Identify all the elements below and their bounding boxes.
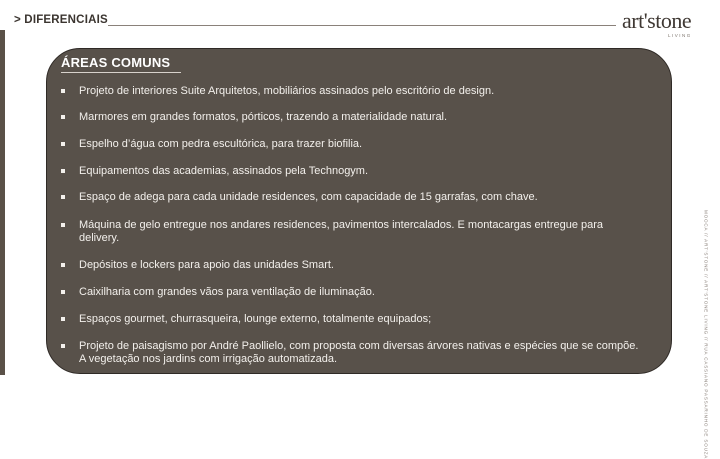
list-item-text: Caixilharia com grandes vãos para ventilação de iluminação. bbox=[79, 286, 375, 298]
vertical-side-caption-text: MOOCA // ART'STONE // ART'STONE LIVING // RUA CASSIANO PASSARINHO DE SOUZA bbox=[703, 210, 709, 459]
list-item bbox=[61, 313, 641, 326]
logo-wordmark: art'stone bbox=[622, 8, 692, 33]
bullet-icon bbox=[61, 115, 65, 119]
bullet-icon bbox=[61, 89, 65, 93]
list-item bbox=[61, 165, 641, 178]
bullet-icon bbox=[61, 195, 65, 199]
list-item-text: Máquina de gelo entregue nos andares residences, pavimentos intercalados. E montacargas entregue para delivery. bbox=[79, 219, 604, 244]
list-item bbox=[61, 219, 641, 244]
header-divider bbox=[108, 25, 616, 26]
list-item bbox=[61, 286, 641, 299]
list-item-text: Espaços gourmet, churrasqueira, lounge externo, totalmente equipados; bbox=[79, 313, 432, 325]
list-item bbox=[61, 259, 641, 272]
list-item-text: Marmores em grandes formatos, pórticos, trazendo a materialidade natural. bbox=[79, 111, 448, 123]
list-item-text: Espelho d’água com pedra escultórica, para trazer biofilia. bbox=[79, 138, 363, 150]
list-item bbox=[61, 138, 641, 151]
bullet-icon bbox=[61, 142, 65, 146]
bullet-icon bbox=[61, 290, 65, 294]
bullet-icon bbox=[61, 169, 65, 173]
brand-logo bbox=[622, 8, 708, 40]
bullet-icon bbox=[61, 223, 65, 227]
list-item bbox=[61, 111, 641, 124]
bullet-icon bbox=[61, 317, 65, 321]
list-item-text: Equipamentos das academias, assinados pela Technogym. bbox=[79, 165, 369, 177]
list-item-text: Projeto de paisagismo por André Paollielo, com proposta com diversas árvores nativas e espécies que se compõe. A vegetação nos jardins com irrigação automatizada. bbox=[79, 340, 639, 365]
card-title-underline bbox=[61, 72, 181, 73]
list-item-text: Espaço de adega para cada unidade residences, com capacidade de 15 garrafas, com chave. bbox=[79, 191, 538, 203]
bullet-icon bbox=[61, 344, 65, 348]
list-item bbox=[61, 191, 641, 204]
common-areas-card bbox=[46, 48, 672, 374]
vertical-side-caption bbox=[703, 210, 709, 459]
left-accent-bar bbox=[0, 30, 5, 375]
page-section-title: > DIFERENCIAIS bbox=[14, 14, 108, 26]
list-item-text: Depósitos e lockers para apoio das unidades Smart. bbox=[79, 259, 334, 271]
bullet-icon bbox=[61, 263, 65, 267]
list-item-text: Projeto de interiores Suite Arquitetos, mobiliários assinados pelo escritório de design. bbox=[79, 85, 495, 97]
list-item bbox=[61, 85, 641, 98]
list-item bbox=[61, 340, 641, 365]
card-title: ÁREAS COMUNS bbox=[61, 55, 171, 70]
logo-tagline: LIVING bbox=[668, 33, 692, 38]
